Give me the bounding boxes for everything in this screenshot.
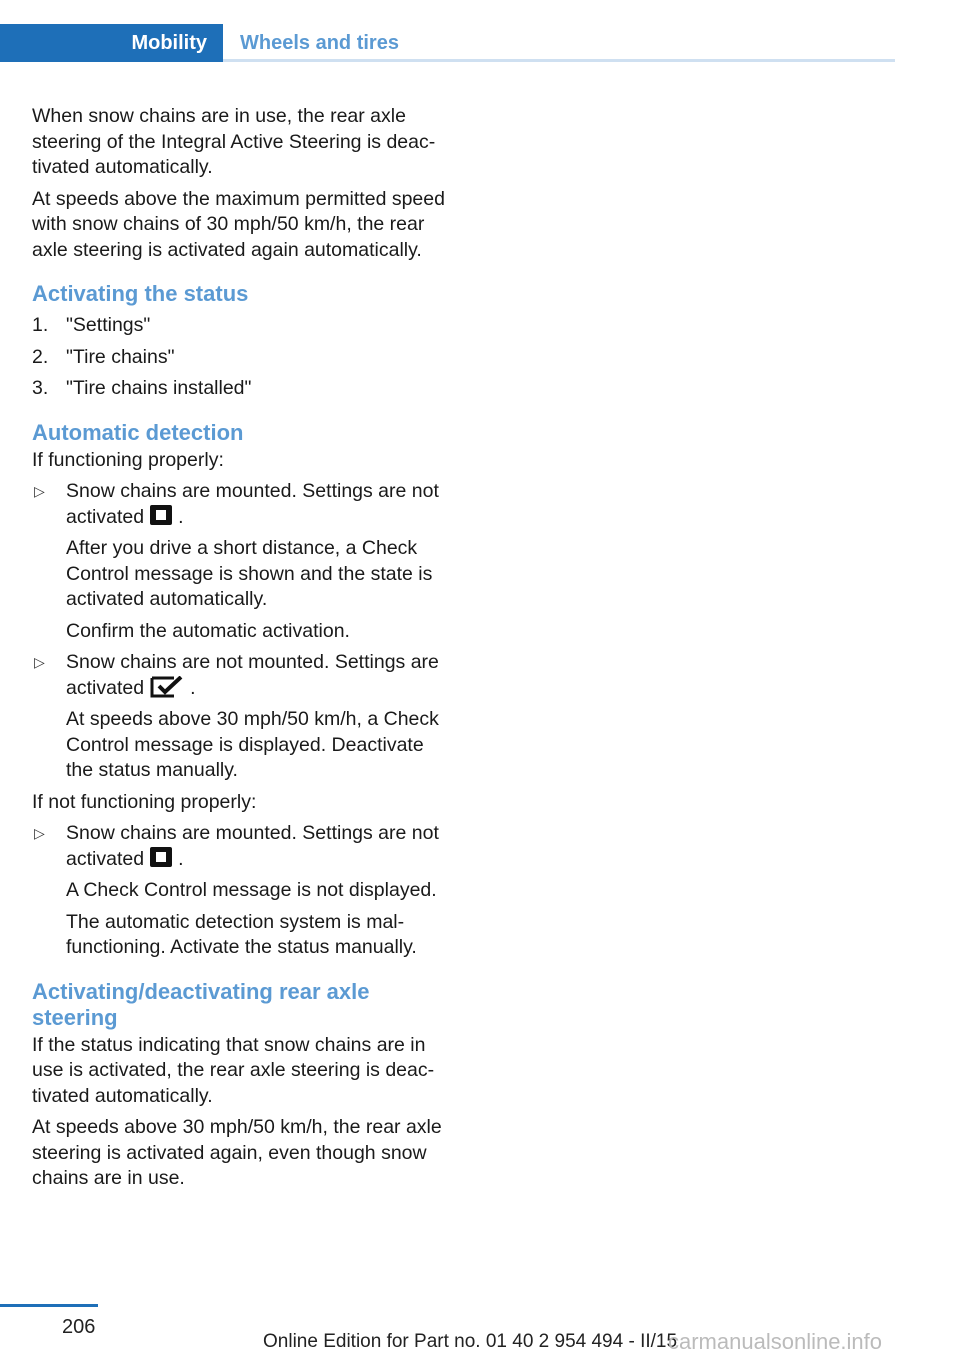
steps-list	[32, 313, 452, 402]
chapter-tab: Wheels and tires	[240, 31, 399, 54]
item-paragraph: Confirm the automatic activation.	[66, 619, 350, 642]
punctuation: .	[178, 505, 184, 528]
list-item	[32, 821, 452, 961]
item-lead-text: Snow chains are mounted. Settings are not activated	[66, 480, 439, 528]
list-item	[32, 650, 452, 784]
proper-list	[32, 479, 452, 784]
intro-paragraph-2: At speeds above the maximum permitted speed with snow chains of 30 mph/50 km/h, the rear axle steering is activated again automatically.	[32, 187, 445, 261]
checkbox-unchecked-icon	[150, 505, 172, 525]
page-content	[32, 104, 452, 1198]
checkbox-unchecked-icon	[150, 847, 172, 867]
item-paragraph: The automatic detection system is malfunctioning. Activate the status manually.	[66, 910, 417, 958]
step-text: "Tire chains installed"	[66, 377, 252, 399]
triangle-bullet-icon: ▷	[34, 654, 45, 670]
improper-list	[32, 821, 452, 961]
rear-axle-paragraph-2: At speeds above 30 mph/50 km/h, the rear axle steering is activated again, even though snow chains are in use.	[32, 1116, 442, 1189]
step-text: "Settings"	[66, 314, 151, 336]
heading-rear-axle-steering: Activating/deactivating rear axle steering	[32, 978, 370, 1030]
step-number: 3.	[32, 377, 49, 399]
item-paragraph: At speeds above 30 mph/50 km/h, a Check Control message is displayed. Deactivate the status manually.	[66, 708, 439, 781]
item-lead-text: Snow chains are mounted. Settings are not activated	[66, 822, 439, 870]
intro-paragraph-1: When snow chains are in use, the rear axle steering of the Integral Active Steering is deactivated automatically.	[32, 105, 436, 178]
footer-rule	[0, 1304, 98, 1307]
step-item	[32, 376, 452, 402]
item-paragraph: A Check Control message is not displayed.	[66, 879, 437, 901]
step-item	[32, 345, 452, 371]
step-item	[32, 313, 452, 339]
punctuation: .	[190, 676, 196, 699]
page-number: 206	[62, 1316, 96, 1338]
triangle-bullet-icon: ▷	[34, 483, 45, 499]
list-item	[32, 479, 452, 644]
rear-axle-paragraph-1: If the status indicating that snow chains are in use is activated, the rear axle steering is deactivated automatically.	[32, 1033, 435, 1107]
improper-label: If not functioning properly:	[32, 790, 257, 813]
page-header	[0, 24, 895, 62]
step-number: 2.	[32, 345, 49, 368]
triangle-bullet-icon: ▷	[34, 825, 45, 841]
item-paragraph: After you drive a short distance, a Check Control message is shown and the state is activated automatically.	[66, 537, 433, 610]
section-tab: Mobility	[0, 24, 223, 62]
proper-label: If functioning properly:	[32, 448, 224, 471]
watermark: carmanualsonline.info	[668, 1329, 883, 1354]
heading-activating-status: Activating the status	[32, 281, 249, 306]
punctuation: .	[178, 847, 184, 870]
heading-automatic-detection: Automatic detection	[32, 419, 244, 445]
step-number: 1.	[32, 314, 49, 336]
edition-text: Online Edition for Part no. 01 40 2 954 494 - II/15	[263, 1331, 678, 1352]
item-lead-text: Snow chains are not mounted. Settings are activated	[66, 651, 439, 699]
checkbox-checked-icon	[150, 676, 184, 698]
header-rule	[223, 59, 895, 62]
step-text: "Tire chains"	[66, 345, 175, 368]
